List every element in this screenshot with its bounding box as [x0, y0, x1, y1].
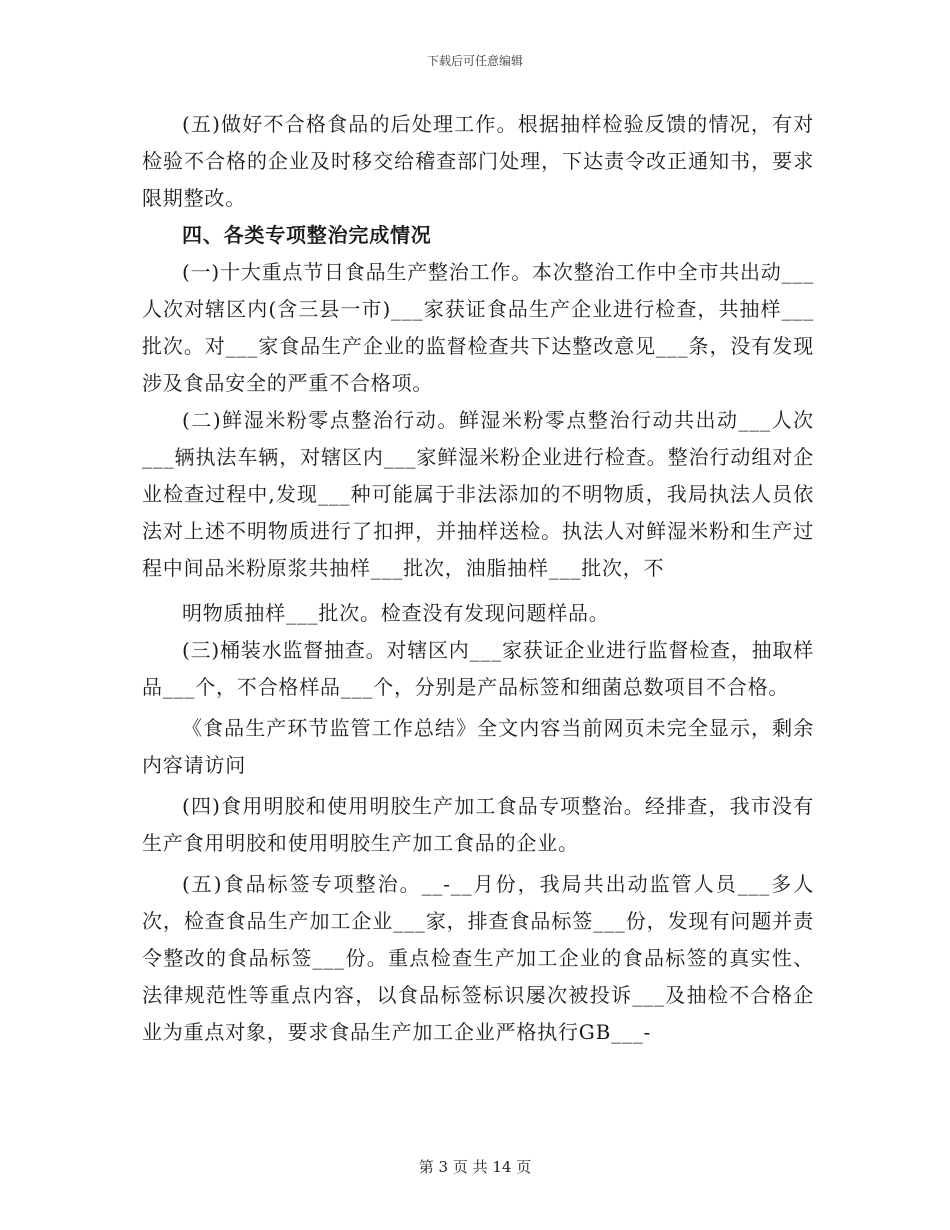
paragraph-item3-bottled-water: (三)桶装水监督抽查。对辖区内___家获证企业进行监督检查，抽取样品___个，不合格样品___个，分别是产品标签和细菌总数项目不合格。 [142, 638, 815, 699]
paragraph-item4-gelatin: (四)食用明胶和使用明胶生产加工食品专项整治。经排查，我市没有生产食用明胶和使用明胶生产加工食品的企业。 [142, 794, 814, 855]
page-number-footer: 第 3 页 共 14 页 [418, 1158, 532, 1176]
paragraph-item2-rice-noodle: (二)鲜湿米粉零点整治行动。鲜湿米粉零点整治行动共出动___人次___辆执法车辆，对辖区内___家鲜湿米粉企业进行检查。整治行动组对企业检查过程中,发现___种可能属于非法添加的不明物质，我局执法人员依法对上述不明物质进行了扣押，并抽样送检。执法人对鲜湿米粉和生产过程中间品米粉原浆共抽样___批次，油脂抽样___批次，不 [142, 408, 814, 580]
section-heading-special-rectification: 四、各类专项整治完成情况 [182, 223, 432, 247]
paragraph-item2-continued: 明物质抽样___批次。检查没有发现问题样品。 [182, 601, 610, 625]
paragraph-item1-holiday-food: (一)十大重点节日食品生产整治工作。本次整治工作中全市共出动___人次对辖区内(含三县一市)___家获证食品生产企业进行检查，共抽样___批次。对___家食品生产企业的监督检查共下达整改意见___条，没有发现涉及食品安全的严重不合格项。 [142, 260, 815, 395]
page-header: 下载后可任意编辑 [426, 54, 523, 68]
paragraph-item5-disposal: (五)做好不合格食品的后处理工作。根据抽样检验反馈的情况，有对检验不合格的企业及时移交给稽查部门处理，下达责令改正通知书，要求限期整改。 [142, 112, 814, 210]
paragraph-item5-food-labels: (五)食品标签专项整治。__-__月份，我局共出动监管人员___多人次，检查食品生产加工企业___家，排查食品标签___份，发现有问题并责令整改的食品标签___份。重点检查生产加工企业的食品标签的真实性、法律规范性等重点内容，以食品标签标识屡次被投诉___及抽检不合格企业为重点对象，要求食品生产加工企业严格执行GB___- [142, 872, 814, 1044]
document-body [142, 106, 814, 1051]
paragraph-truncation-notice: 《食品生产环节监管工作总结》全文内容当前网页未完全显示，剩余内容请访问 [142, 716, 814, 777]
